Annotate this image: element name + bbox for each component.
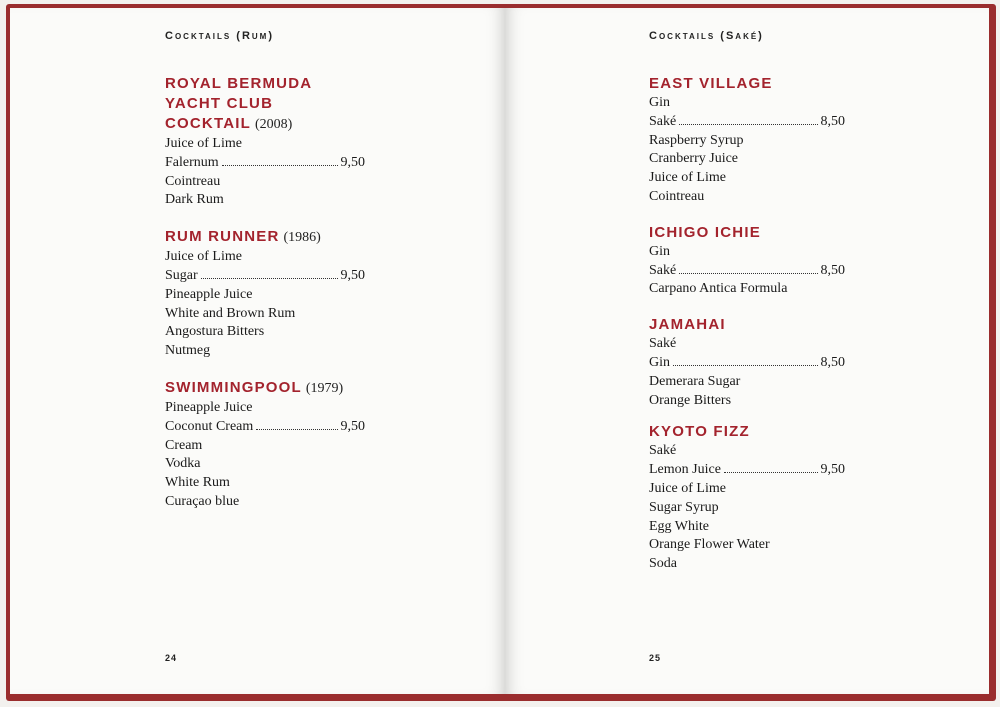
cocktail-year: (1986) <box>283 230 321 246</box>
page-number: 25 <box>649 653 662 663</box>
ingredient-text: Nutmeg <box>165 343 211 359</box>
ingredient-text: Angostura Bitters <box>165 324 265 340</box>
cocktail-year: (1979) <box>305 380 344 396</box>
ingredient-text: Juice of Lime <box>649 170 726 186</box>
ingredient-text: Vodka <box>165 456 201 472</box>
dot-leader <box>679 273 817 274</box>
ingredient-text: Saké <box>649 113 677 129</box>
ingredient-line <box>165 286 365 305</box>
ingredient-line <box>649 132 845 151</box>
ingredient-text: Raspberry Syrup <box>649 132 744 148</box>
price: 8,50 <box>820 354 845 370</box>
ingredient-line <box>649 243 845 262</box>
price: 9,50 <box>340 154 365 170</box>
ingredient-text: Saké <box>649 262 677 278</box>
ingredient-line <box>649 392 845 411</box>
ingredient-text: Cranberry Juice <box>649 151 739 167</box>
cocktail-name <box>649 422 845 442</box>
price: 9,50 <box>340 267 365 283</box>
ingredient-line <box>649 518 845 537</box>
ingredient-text: Curaçao blue <box>165 493 240 509</box>
cocktail-title: JAMAHAI <box>649 316 726 334</box>
cocktail-entry <box>649 315 845 410</box>
cocktail-entry <box>165 74 365 210</box>
ingredient-text: Juice of Lime <box>649 480 726 496</box>
ingredient-line <box>649 442 845 461</box>
ingredient-text: Saké <box>649 443 677 459</box>
ingredient-line <box>649 480 845 499</box>
ingredient-text: Soda <box>649 556 677 572</box>
ingredient-text: Sugar <box>165 267 198 283</box>
cocktail-year: (2008) <box>254 117 293 132</box>
price: 8,50 <box>820 113 845 129</box>
ingredient-text: Cream <box>165 437 203 453</box>
ingredient-line <box>165 267 365 286</box>
ingredient-text: Gin <box>649 95 670 110</box>
ingredient-line <box>165 191 365 210</box>
ingredient-line <box>649 335 845 354</box>
ingredient-text: Saké <box>649 336 677 352</box>
ingredient-text: Egg White <box>649 518 710 534</box>
price: 8,50 <box>820 262 845 278</box>
ingredient-text: Falernum <box>165 154 219 170</box>
cocktail-title: KYOTO FIZZ <box>649 423 750 441</box>
dot-leader <box>673 365 818 366</box>
ingredient-text: White and Brown Rum <box>165 305 296 321</box>
price: 9,50 <box>340 418 365 434</box>
ingredient-line <box>649 555 845 574</box>
cocktail-list <box>649 74 845 574</box>
price: 9,50 <box>820 462 845 478</box>
dot-leader <box>724 472 818 473</box>
ingredient-line <box>649 280 845 299</box>
ingredient-line <box>165 437 365 456</box>
ingredient-text: Coconut Cream <box>165 418 254 434</box>
ingredient-line <box>649 354 845 373</box>
ingredient-line <box>649 188 845 207</box>
ingredient-line <box>165 154 365 173</box>
cocktail-entry <box>165 227 365 361</box>
cocktail-name <box>165 227 365 248</box>
ingredient-line <box>165 474 365 493</box>
cocktail-list <box>165 74 365 512</box>
cocktail-name <box>649 74 845 94</box>
ingredient-line <box>165 305 365 324</box>
cocktail-title: ICHIGO ICHIE <box>649 223 761 241</box>
ingredient-line <box>165 135 365 154</box>
left-page <box>10 8 505 694</box>
cocktail-title: RUM RUNNER <box>165 228 280 246</box>
ingredient-text: Orange Flower Water <box>649 537 770 553</box>
ingredient-line <box>649 373 845 392</box>
ingredient-text: Orange Bitters <box>649 392 732 408</box>
page-header: Cocktails (Saké) <box>649 30 764 42</box>
ingredient-text: Pineapple Juice <box>165 399 253 415</box>
dot-leader <box>222 165 338 166</box>
dot-leader <box>256 429 337 430</box>
ingredient-text: Demerara Sugar <box>649 373 741 389</box>
cocktail-title: EAST VILLAGE <box>649 75 773 92</box>
cocktail-name <box>165 378 365 399</box>
ingredient-text: Cointreau <box>649 188 705 204</box>
ingredient-text: Gin <box>649 243 670 259</box>
ingredient-line <box>649 169 845 188</box>
ingredient-line <box>165 342 365 361</box>
page-header: Cocktails (Rum) <box>165 30 275 42</box>
ingredient-text: Juice of Lime <box>165 249 242 265</box>
ingredient-line <box>165 248 365 267</box>
cocktail-entry <box>649 422 845 574</box>
ingredient-text: Lemon Juice <box>649 462 721 478</box>
ingredient-line <box>649 536 845 555</box>
ingredient-text: Juice of Lime <box>165 136 242 151</box>
cocktail-entry <box>649 74 845 207</box>
dot-leader <box>201 278 338 279</box>
cocktail-name <box>649 223 845 243</box>
ingredient-line <box>649 461 845 480</box>
ingredient-text: Cointreau <box>165 173 221 189</box>
dot-leader <box>679 124 817 125</box>
ingredient-line <box>649 262 845 281</box>
ingredient-text: White Rum <box>165 475 230 491</box>
cocktail-entry <box>165 378 365 512</box>
cocktail-entry <box>649 223 845 299</box>
ingredient-text: Carpano Antica Formula <box>649 281 788 297</box>
cocktail-title: ROYAL BERMUDA YACHT CLUB COCKTAIL <box>165 75 312 132</box>
ingredient-line <box>649 113 845 132</box>
page-number: 24 <box>165 653 178 663</box>
ingredient-line <box>165 455 365 474</box>
cocktail-title: SWIMMINGPOOL <box>165 378 302 396</box>
ingredient-text: Sugar Syrup <box>649 499 719 515</box>
ingredient-line <box>649 94 845 113</box>
ingredient-line <box>165 399 365 418</box>
ingredient-text: Dark Rum <box>165 192 224 208</box>
ingredient-line <box>649 499 845 518</box>
ingredient-line <box>165 418 365 437</box>
ingredient-text: Gin <box>649 354 670 370</box>
ingredient-line <box>649 150 845 169</box>
ingredient-line <box>165 493 365 512</box>
cocktail-name <box>165 74 365 135</box>
right-page <box>505 8 989 694</box>
ingredient-line <box>165 173 365 192</box>
cocktail-name <box>649 315 845 335</box>
ingredient-line <box>165 323 365 342</box>
ingredient-text: Pineapple Juice <box>165 286 253 302</box>
